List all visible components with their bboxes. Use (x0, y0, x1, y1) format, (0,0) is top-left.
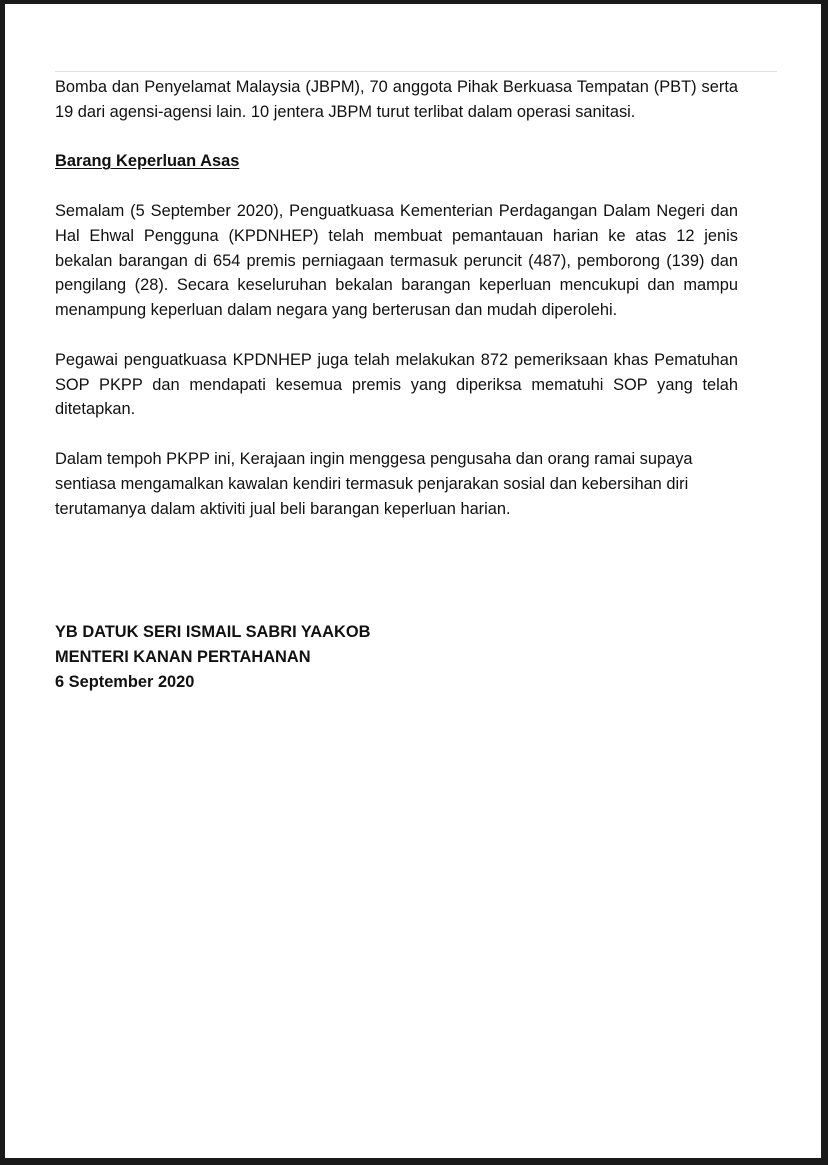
header-rule (55, 71, 777, 72)
paragraph-monitoring: Semalam (5 September 2020), Penguatkuasa Kementerian Perdagangan Dalam Negeri dan Hal Ehwal Pengguna (KPDNHEP) telah membuat pemantauan harian ke atas 12 jenis bekalan barangan di 654 premis perniagaan termasuk peruncit (487), pemborong (139) dan pengilang (28). Secara keseluruhan bekalan barangan keperluan mencukupi dan mampu menampung keperluan dalam negara yang berterusan dan mudah diperolehi. (55, 201, 738, 320)
signature-block (55, 620, 738, 694)
signature-spacer (55, 546, 738, 620)
paragraph-appeal: Dalam tempoh PKPP ini, Kerajaan ingin menggesa pengusaha dan orang ramai supaya sentiasa mengamalkan kawalan kendiri termasuk penjarakan sosial dan kebersihan diri terutamanya dalam aktiviti jual beli barangan keperluan harian. (55, 449, 693, 518)
document-body (55, 75, 738, 695)
paragraph-inspection: Pegawai penguatkuasa KPDNHEP juga telah melakukan 872 pemeriksaan khas Pematuhan SOP PKPP dan mendapati kesemua premis yang diperiksa mematuhi SOP yang telah ditetapkan. (55, 350, 738, 419)
signatory-title: MENTERI KANAN PERTAHANAN (55, 647, 311, 666)
section-heading: Barang Keperluan Asas (55, 152, 240, 171)
paragraph-jbpm-continuation: Bomba dan Penyelamat Malaysia (JBPM), 70 anggota Pihak Berkuasa Tempatan (PBT) serta 19 dari agensi-agensi lain. 10 jentera JBPM turut terlibat dalam operasi sanitasi. (55, 78, 738, 121)
document-page (5, 4, 821, 1158)
signatory-name: YB DATUK SERI ISMAIL SABRI YAAKOB (55, 623, 371, 642)
signature-date: 6 September 2020 (55, 672, 195, 691)
